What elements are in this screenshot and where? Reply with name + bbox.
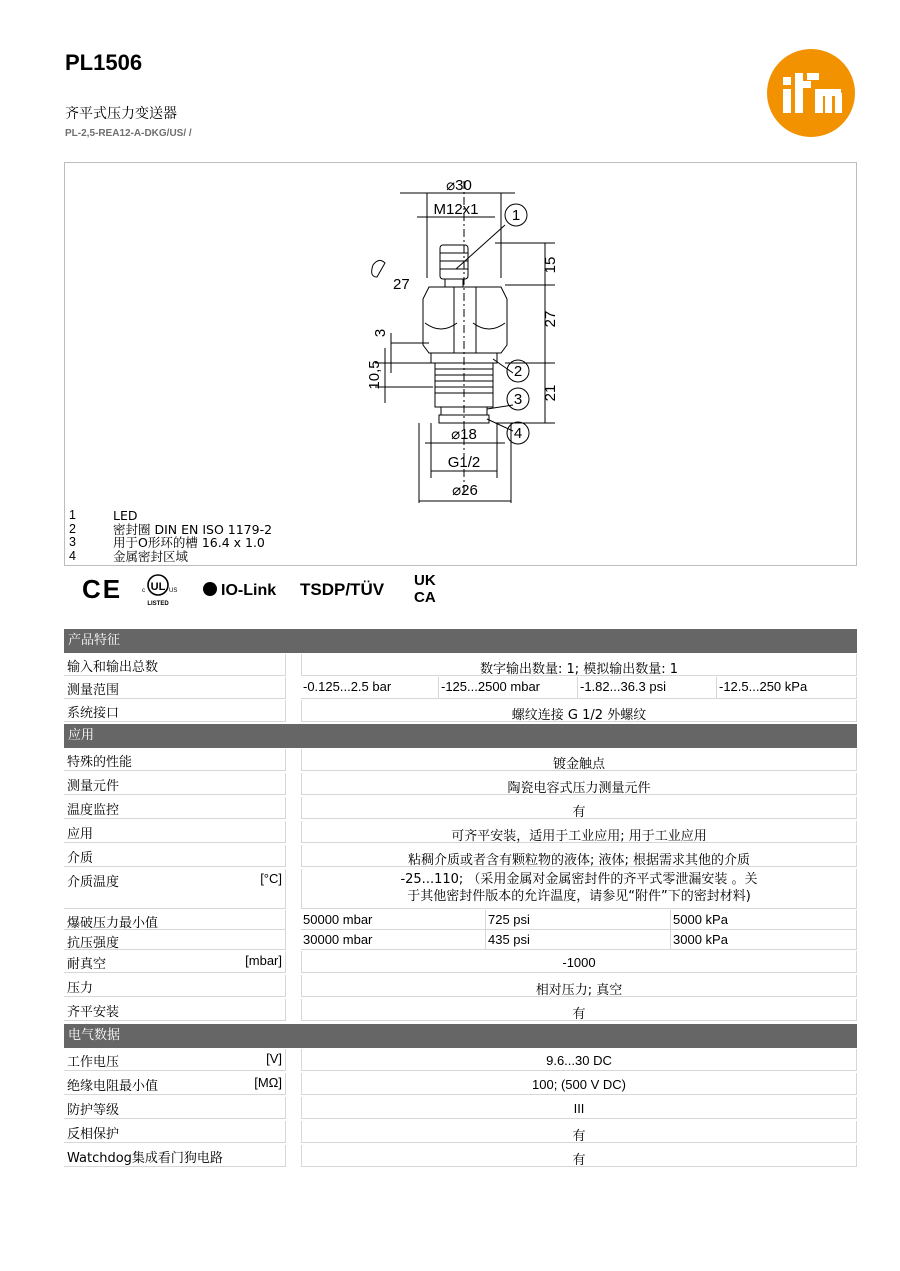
dim-m12: M12x1 xyxy=(433,201,479,218)
svg-text:UK: UK xyxy=(414,572,436,589)
dim-d18: ⌀18 xyxy=(451,426,477,443)
table-row xyxy=(64,845,857,867)
row-label: 工作电压 [V] xyxy=(64,1049,286,1071)
callout-3: 3 xyxy=(513,391,523,408)
dimension-drawing xyxy=(355,173,575,503)
legend-item: 1 LED xyxy=(69,508,138,523)
row-value: 有 xyxy=(301,999,857,1021)
row-value: 30000 mbar xyxy=(301,930,486,950)
row-value: 镀金触点 xyxy=(301,749,857,771)
dim-10-5: 10,5 xyxy=(366,360,383,390)
table-row xyxy=(64,1073,857,1095)
row-label: Watchdog集成看门狗电路 xyxy=(64,1145,286,1167)
table-row xyxy=(64,749,857,771)
row-label: 介质温度 [°C] xyxy=(64,869,286,909)
iolink-mark xyxy=(203,582,276,599)
table-row xyxy=(64,999,857,1021)
row-value: 3000 kPa xyxy=(671,930,857,950)
dim-21: 21 xyxy=(542,384,559,402)
svg-text:LISTED: LISTED xyxy=(147,601,169,607)
dim-3: 3 xyxy=(372,328,389,338)
row-label: 输入和输出总数 xyxy=(64,654,286,676)
row-value: 有 xyxy=(301,1121,857,1143)
row-value: 数字输出数量: 1; 模拟输出数量: 1 xyxy=(301,654,857,676)
row-value: 粘稠介质或者含有颗粒物的液体; 液体; 根据需求其他的介质 xyxy=(301,845,857,867)
row-label: 耐真空 [mbar] xyxy=(64,951,286,973)
svg-text:UL: UL xyxy=(150,581,166,593)
row-label: 系统接口 xyxy=(64,700,286,722)
order-code: PL-2,5-REA12-A-DKG/US/ / xyxy=(65,128,192,139)
row-value: 50000 mbar xyxy=(301,910,486,930)
legend-item: 2 密封圈 DIN EN ISO 1179-2 xyxy=(69,521,273,537)
row-label: 特殊的性能 xyxy=(64,749,286,771)
row-label: 介质 xyxy=(64,845,286,867)
table-row xyxy=(64,797,857,819)
row-value: 陶瓷电容式压力测量元件 xyxy=(301,773,857,795)
row-value: III xyxy=(301,1097,857,1119)
row-value: 9.6...30 DC xyxy=(301,1049,857,1071)
certification-marks xyxy=(80,570,460,610)
row-label: 爆破压力最小值 xyxy=(64,910,286,930)
svg-text:CA: CA xyxy=(414,589,436,606)
row-unit: [°C] xyxy=(260,871,282,886)
dim-15: 15 xyxy=(542,256,559,274)
table-row xyxy=(64,951,857,973)
row-label: 压力 xyxy=(64,975,286,997)
row-label: 应用 xyxy=(64,821,286,843)
row-unit: [V] xyxy=(266,1051,282,1066)
table-row xyxy=(64,1049,857,1071)
svg-text:US: US xyxy=(169,588,178,594)
dimension-drawing-panel xyxy=(64,162,857,566)
row-value: -12.5...250 kPa xyxy=(717,677,857,699)
legend-item: 3 用于O形环的槽 16.4 x 1.0 xyxy=(69,535,265,550)
row-value: 100; (500 V DC) xyxy=(301,1073,857,1095)
row-unit: [MΩ] xyxy=(254,1075,282,1090)
table-row xyxy=(64,1145,857,1167)
row-value: 可齐平安装，适用于工业应用; 用于工业应用 xyxy=(301,821,857,843)
row-value: 725 psi xyxy=(486,910,671,930)
callout-4: 4 xyxy=(513,425,523,442)
tsdp-tuv-mark: TSDP/TÜV xyxy=(300,580,385,599)
table-row xyxy=(64,930,857,950)
ukca-mark xyxy=(414,572,436,606)
row-value: -125...2500 mbar xyxy=(439,677,578,699)
row-label: 温度监控 xyxy=(64,797,286,819)
row-label: 测量范围 xyxy=(64,677,286,699)
table-row xyxy=(64,910,857,930)
row-value: -1.82...36.3 psi xyxy=(578,677,717,699)
ifm-logo xyxy=(767,49,855,137)
row-label: 齐平安装 xyxy=(64,999,286,1021)
row-value: 435 psi xyxy=(486,930,671,950)
row-value: -1000 xyxy=(301,951,857,973)
svg-text:c: c xyxy=(142,588,145,594)
row-label: 抗压强度 xyxy=(64,930,286,950)
table-row xyxy=(64,654,857,676)
product-subtitle: 齐平式压力变送器 xyxy=(65,106,177,122)
svg-text:IO-Link: IO-Link xyxy=(221,582,277,599)
row-value: 相对压力; 真空 xyxy=(301,975,857,997)
section-header-electrical: 电气数据 xyxy=(64,1024,857,1048)
dim-wrench-27: 27 xyxy=(393,276,410,293)
table-row xyxy=(64,821,857,843)
row-value: 5000 kPa xyxy=(671,910,857,930)
dim-27: 27 xyxy=(542,310,559,328)
table-row xyxy=(64,1097,857,1119)
legend-item: 4 金属密封区域 xyxy=(69,548,189,564)
ce-mark: CE xyxy=(82,574,123,604)
table-row xyxy=(64,677,857,699)
ul-mark xyxy=(142,575,177,607)
row-value: 有 xyxy=(301,1145,857,1167)
row-label: 反相保护 xyxy=(64,1121,286,1143)
row-value: -25...110; （采用金属对金属密封件的齐平式零泄漏安装 。关 于其他密封件版本的允许温度，请参见“附件”下的密封材料) xyxy=(301,869,857,909)
table-row xyxy=(64,773,857,795)
drawing-legend xyxy=(69,509,272,563)
row-label: 绝缘电阻最小值 [MΩ] xyxy=(64,1073,286,1095)
row-label: 防护等级 xyxy=(64,1097,286,1119)
dim-d30: ⌀30 xyxy=(446,177,472,194)
row-unit: [mbar] xyxy=(245,953,282,968)
table-row xyxy=(64,700,857,722)
dim-g12: G1/2 xyxy=(447,454,481,471)
callout-1: 1 xyxy=(511,207,521,224)
page-title: PL1506 xyxy=(65,50,143,75)
row-value: 螺纹连接 G 1/2 外螺纹 xyxy=(301,700,857,722)
row-value: -0.125...2.5 bar xyxy=(301,677,439,699)
row-label: 测量元件 xyxy=(64,773,286,795)
section-header-features: 产品特征 xyxy=(64,629,857,653)
callout-2: 2 xyxy=(513,363,523,380)
table-row xyxy=(64,869,857,909)
table-row xyxy=(64,975,857,997)
table-row xyxy=(64,1121,857,1143)
dim-d26: ⌀26 xyxy=(452,482,478,499)
row-value: 有 xyxy=(301,797,857,819)
section-header-application: 应用 xyxy=(64,724,857,748)
